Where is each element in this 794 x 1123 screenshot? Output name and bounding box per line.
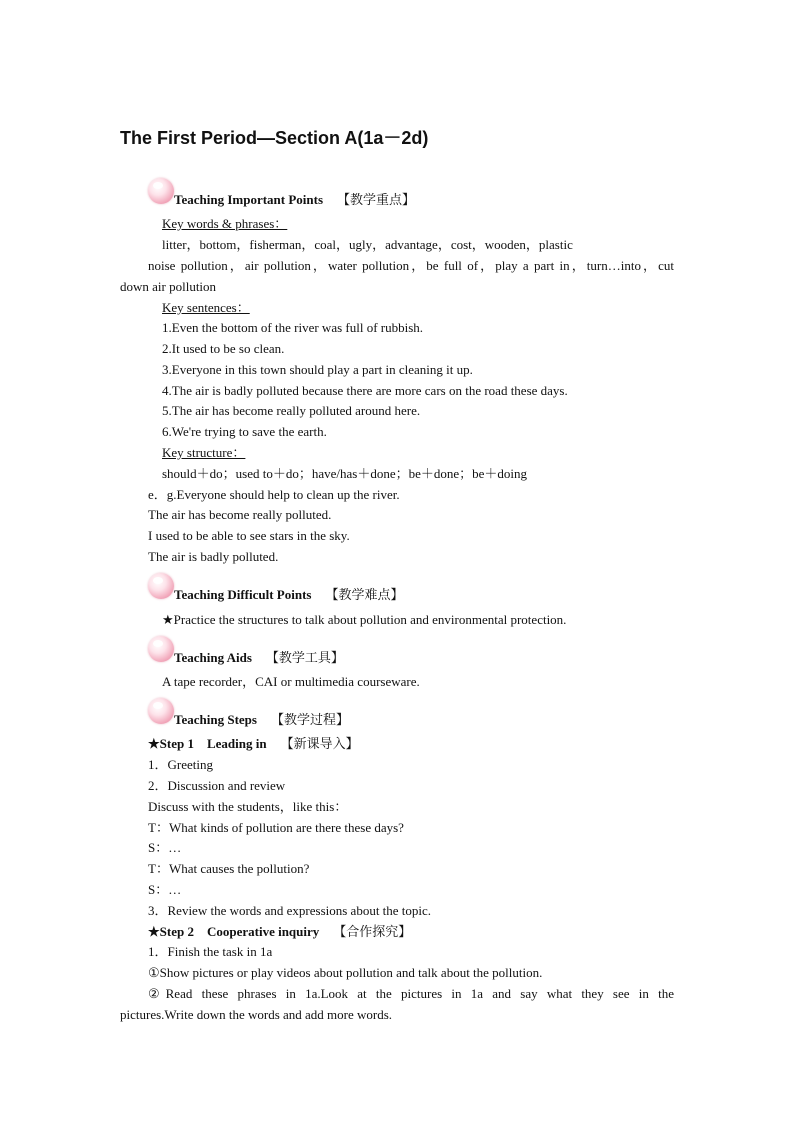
step-2-title: ★Step 2 Cooperative inquiry <box>148 924 320 939</box>
key-sentences-label: Key sentences： <box>162 300 250 315</box>
key-sentence: 4.The air is badly polluted because there are more cars on the road these days. <box>162 383 568 398</box>
structure-example: e．g.Everyone should help to clean up the river. <box>148 487 400 502</box>
heading-en: Teaching Difficult Points <box>174 587 312 602</box>
step-1-line: T：What kinds of pollution are there these days? <box>148 820 404 835</box>
key-words-line-3: down air pollution <box>120 279 217 294</box>
heading-cn: 【教学工具】 <box>265 651 344 666</box>
step-1-line: 2．Discussion and review <box>148 778 286 793</box>
heading-cn: 【教学过程】 <box>270 713 349 728</box>
step-1-heading <box>148 736 359 753</box>
key-structure-label: Key structure： <box>162 445 246 460</box>
step-2-line: 1．Finish the task in 1a <box>148 944 273 959</box>
key-sentence: 2.It used to be so clean. <box>162 341 285 356</box>
page-title: The First Period—Section A(1a－2d) <box>120 128 429 148</box>
structure-example: The air is badly polluted. <box>148 549 279 564</box>
step-2-line: ②Read these phrases in 1a.Look at the pictures in 1a and say what they see in the <box>148 986 674 1001</box>
key-words-line-1: litter，bottom，fisherman，coal，ugly，advantage，cost，wooden，plastic <box>162 237 573 252</box>
bubble-bullet-icon <box>148 636 174 662</box>
key-sentence: 6.We're trying to save the earth. <box>162 424 327 439</box>
step-1-title: ★Step 1 Leading in <box>148 736 267 751</box>
step-1-line: S：… <box>148 840 182 855</box>
structure-example: I used to be able to see stars in the sky. <box>148 528 350 543</box>
step-1-line: 3．Review the words and expressions about the topic. <box>148 903 432 918</box>
step-1-cn: 【新课导入】 <box>280 737 359 752</box>
step-1-line: T：What causes the pollution? <box>148 861 310 876</box>
difficult-points-text: ★Practice the structures to talk about pollution and environmental protection. <box>162 612 567 627</box>
heading-cn: 【教学难点】 <box>325 588 404 603</box>
step-2-line: ①Show pictures or play videos about pollution and talk about the pollution. <box>148 965 543 980</box>
heading-cn: 【教学重点】 <box>337 193 416 208</box>
heading-en: Teaching Steps <box>174 712 257 727</box>
structure-example: The air has become really polluted. <box>148 507 332 522</box>
key-words-label: Key words & phrases： <box>162 216 288 231</box>
step-2-line: pictures.Write down the words and add more words. <box>120 1007 393 1022</box>
teaching-aids-text: A tape recorder，CAI or multimedia courseware. <box>162 674 420 689</box>
key-words-line-2: noise pollution，air pollution，water pollution，be full of，play a part in，turn…into，cut <box>148 258 674 273</box>
bubble-bullet-icon <box>148 573 174 599</box>
key-structure-line: should＋do；used to＋do；have/has＋done；be＋done；be＋doing <box>162 466 528 481</box>
key-sentence: 1.Even the bottom of the river was full of rubbish. <box>162 320 424 335</box>
step-2-cn: 【合作探究】 <box>333 925 412 940</box>
step-1-line: 1．Greeting <box>148 757 213 772</box>
key-sentence: 3.Everyone in this town should play a part in cleaning it up. <box>162 362 473 377</box>
heading-en: Teaching Important Points <box>174 192 324 207</box>
bubble-bullet-icon <box>148 178 174 204</box>
bubble-bullet-icon <box>148 698 174 724</box>
step-1-line: Discuss with the students，like this： <box>148 799 348 814</box>
step-2-heading <box>148 924 411 941</box>
key-sentence: 5.The air has become really polluted around here. <box>162 403 421 418</box>
heading-en: Teaching Aids <box>174 650 252 665</box>
step-1-line: S：… <box>148 882 182 897</box>
